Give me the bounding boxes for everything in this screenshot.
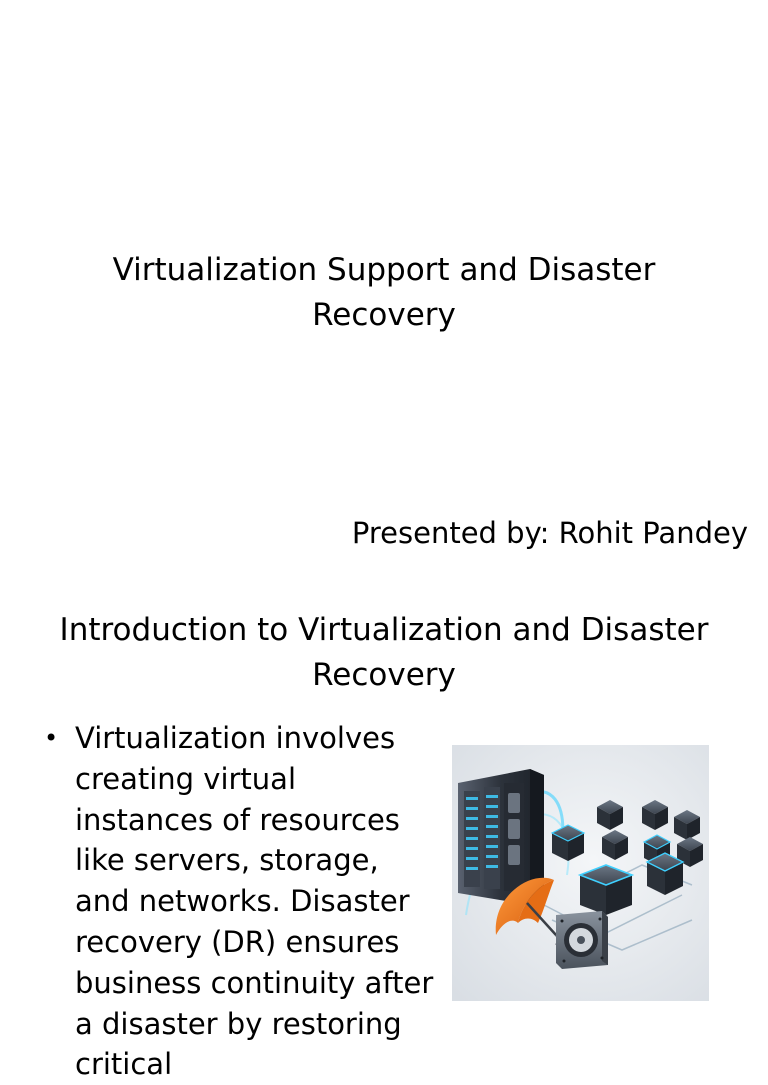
bullet-text: Virtualization involves creating virtual instances of resources like servers, storage, and networks. Disaster recovery (DR) ensures business continuity after a disaster by restoring critical (75, 721, 434, 1082)
bullet-list (44, 718, 439, 1085)
bullet-icon: • (44, 724, 59, 752)
virtualization-disaster-recovery-illustration-icon (452, 745, 709, 1001)
slide-title: Virtualization Support and Disaster Recovery (112, 252, 656, 333)
hard-drive-icon (556, 911, 608, 969)
presenter-line: Presented by: Rohit Pandey (351, 516, 748, 550)
section-title: Introduction to Virtualization and Disaster Recovery (59, 612, 709, 693)
virtualization-illustration (452, 745, 709, 1001)
bullet-item (44, 718, 439, 1085)
